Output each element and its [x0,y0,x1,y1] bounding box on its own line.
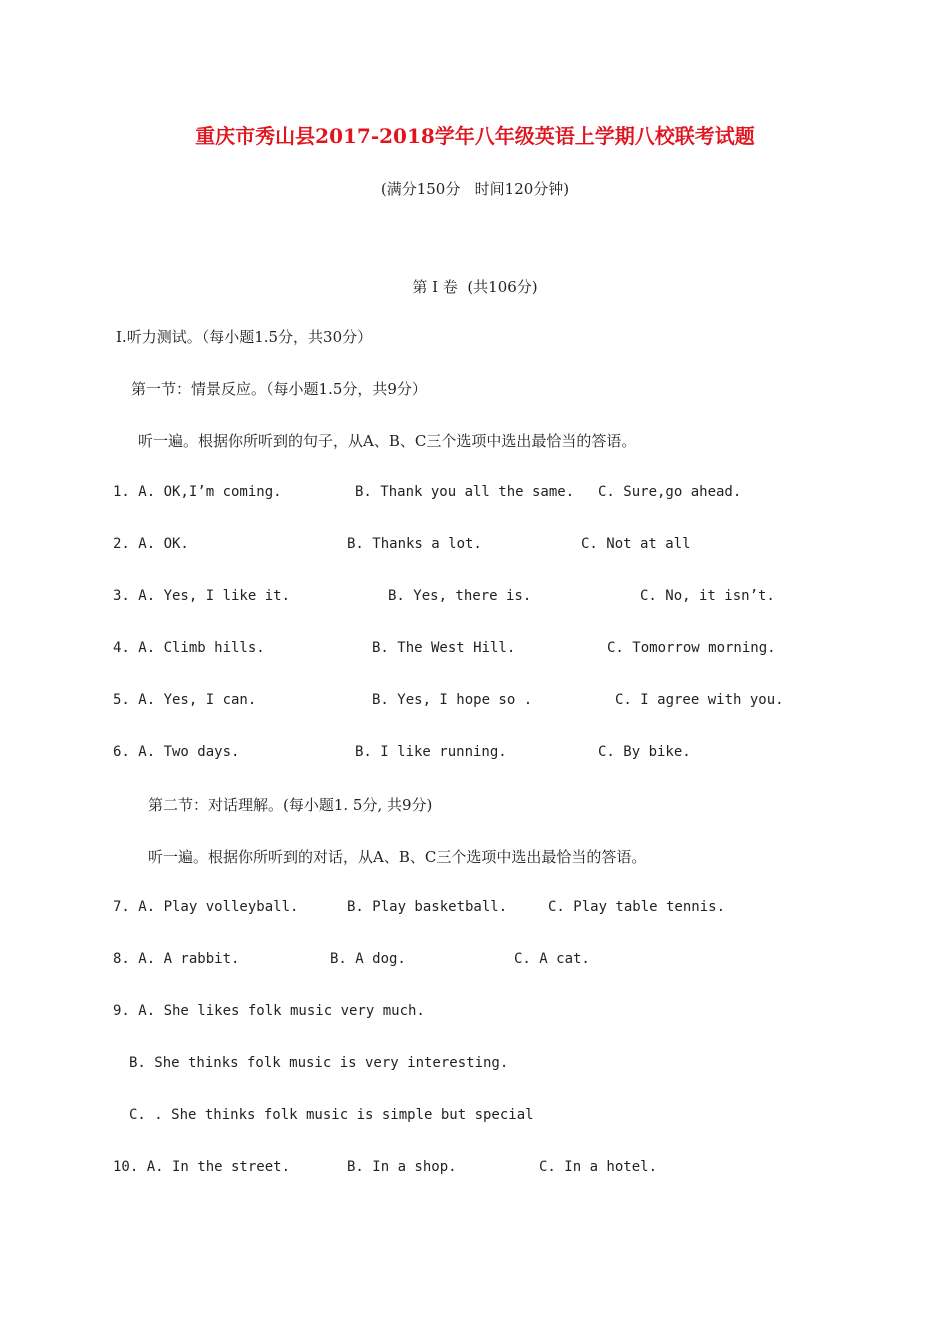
subsection-heading-1: 第一节：情景反应。（每小题1.5分，共9分） [131,380,427,398]
q3-option-c: C. No, it isn’t. [640,588,775,604]
q4-option-a: 4. A. Climb hills. [113,640,265,656]
instruction-2: 听一遍。根据你所听到的对话，从A、B、C三个选项中选出最恰当的答语。 [148,848,647,866]
q5-option-a: 5. A. Yes, I can. [113,692,257,708]
subsection-heading-2: 第二节：对话理解。(每小题1. 5分, 共9分) [148,796,433,814]
part-heading: 第 I 卷 (共106分) [412,278,538,296]
instruction-1: 听一遍。根据你所听到的句子，从A、B、C三个选项中选出最恰当的答语。 [138,432,637,450]
q2-option-c: C. Not at all [581,536,691,552]
q6-option-c: C. By bike. [598,744,691,760]
q3-option-b: B. Yes, there is. [388,588,532,604]
q10-option-a: 10. A. In the street. [113,1159,291,1175]
q5-option-b: B. Yes, I hope so . [372,692,533,708]
q7-option-c: C. Play table tennis. [548,899,726,915]
q6-option-a: 6. A. Two days. [113,744,240,760]
q8-option-c: C. A cat. [514,951,590,967]
q4-option-c: C. Tomorrow morning. [607,640,776,656]
q2-option-b: B. Thanks a lot. [347,536,482,552]
score-time-note: (满分150分 时间120分钟) [380,180,570,198]
q2-option-a: 2. A. OK. [113,536,189,552]
q10-option-c: C. In a hotel. [539,1159,658,1175]
q6-option-b: B. I like running. [355,744,507,760]
q1-option-b: B. Thank you all the same. [355,484,575,500]
q9-option-c: C. . She thinks folk music is simple but special [129,1107,534,1123]
q10-option-b: B. In a shop. [347,1159,457,1175]
q5-option-c: C. I agree with you. [615,692,784,708]
q1-option-a: 1. A. OK,I’m coming. [113,484,282,500]
q8-option-b: B. A dog. [330,951,406,967]
section-heading-listening: Ⅰ.听力测试。（每小题1.5分，共30分） [116,328,373,346]
q4-option-b: B. The West Hill. [372,640,516,656]
document-title: 重庆市秀山县2017-2018学年八年级英语上学期八校联考试题 [195,124,755,148]
q9-option-a: 9. A. She likes folk music very much. [113,1003,425,1019]
q3-option-a: 3. A. Yes, I like it. [113,588,291,604]
q7-option-a: 7. A. Play volleyball. [113,899,299,915]
q9-option-b: B. She thinks folk music is very interesting. [129,1055,509,1071]
q8-option-a: 8. A. A rabbit. [113,951,240,967]
q7-option-b: B. Play basketball. [347,899,508,915]
q1-option-c: C. Sure,go ahead. [598,484,742,500]
